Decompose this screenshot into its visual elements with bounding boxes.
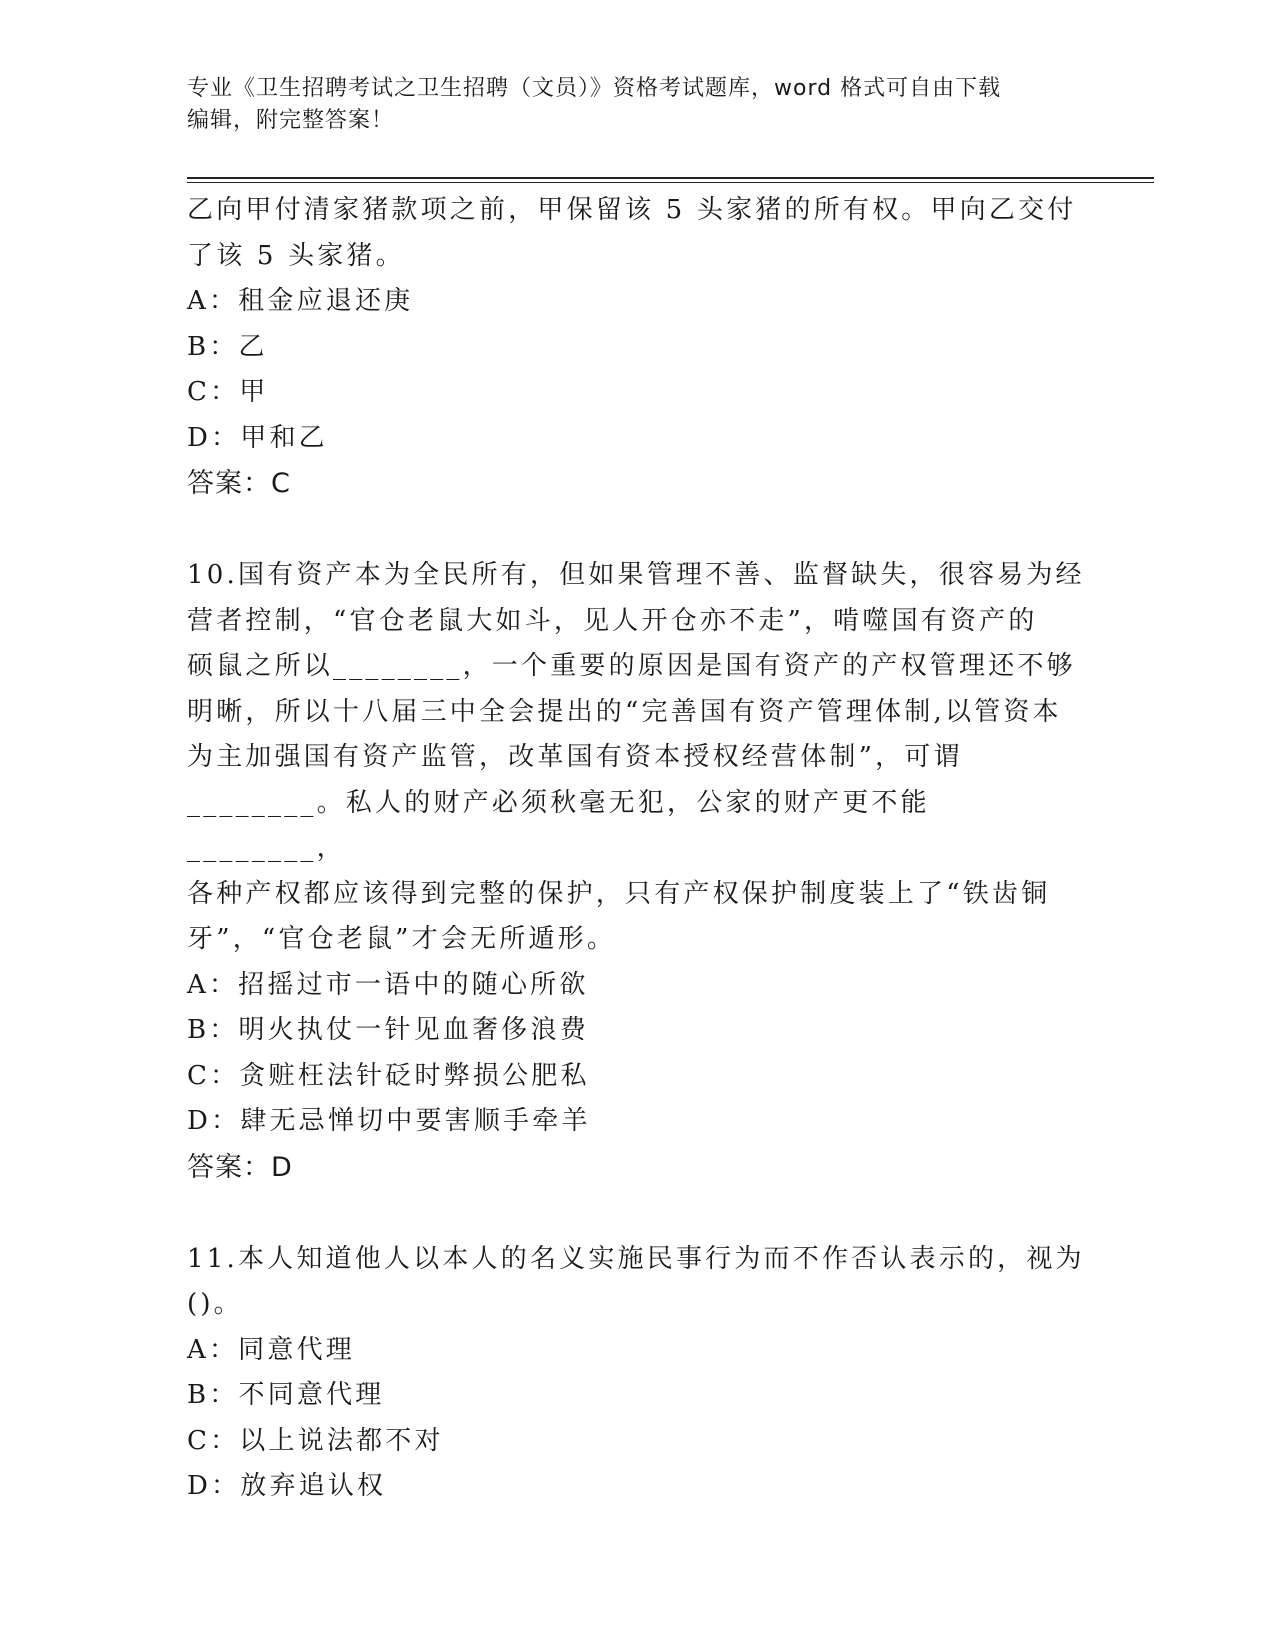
question-10-line: ________。私人的财产必须秋毫无犯，公家的财产更不能________， bbox=[187, 787, 930, 863]
document-body bbox=[187, 188, 1087, 1510]
question-11-option-b: B：不同意代理 bbox=[187, 1380, 385, 1410]
question-10-line: 硕鼠之所以________，一个重要的原因是国有资产的产权管理还不够 bbox=[187, 651, 1076, 681]
header-line-1: 专业《卫生招聘考试之卫生招聘（文员）》资格考试题库，word 格式可自由下载 bbox=[187, 76, 1002, 101]
question-9-option-a: A：租金应退还庚 bbox=[187, 286, 414, 316]
header-divider-thick bbox=[187, 177, 1154, 179]
question-11 bbox=[187, 1237, 1087, 1510]
question-11-option-d: D：放弃追认权 bbox=[187, 1471, 387, 1501]
question-11-line: ()。 bbox=[187, 1289, 243, 1319]
question-9-text-line-1: 乙向甲付清家猪款项之前，甲保留该 5 头家猪的所有权。甲向乙交付 bbox=[187, 195, 1077, 225]
question-10-line: 各种产权都应该得到完整的保护，只有产权保护制度装上了“铁齿铜 bbox=[187, 878, 1051, 909]
header-line-2: 编辑，附完整答案！ bbox=[187, 108, 395, 133]
question-9-option-c: C：甲 bbox=[187, 377, 269, 407]
question-9 bbox=[187, 188, 1087, 506]
question-10-line: 牙”，“官仓老鼠”才会无所遁形。 bbox=[187, 924, 617, 954]
question-11-option-a: A：同意代理 bbox=[187, 1334, 355, 1365]
question-10-option-d: D：肆无忌惮切中要害顺手牵羊 bbox=[187, 1106, 591, 1136]
question-10-line: 明晰，所以十八届三中全会提出的“完善国有资产管理体制,以管资本 bbox=[187, 696, 1062, 727]
question-9-option-b: B：乙 bbox=[187, 331, 268, 362]
question-10-option-b: B：明火执仗一针见血奢侈浪费 bbox=[187, 1015, 589, 1045]
question-10-option-c: C：贪赃枉法针砭时弊损公肥私 bbox=[187, 1060, 590, 1091]
question-10-line: 10.国有资产本为全民所有，但如果管理不善、监督缺失，很容易为经 bbox=[187, 560, 1085, 590]
question-11-option-c: C：以上说法都不对 bbox=[187, 1425, 444, 1456]
question-9-option-d: D：甲和乙 bbox=[187, 422, 328, 453]
question-9-answer: 答案：C bbox=[187, 468, 291, 499]
document-header bbox=[187, 73, 1067, 137]
question-10 bbox=[187, 553, 1087, 1190]
question-10-answer: 答案：D bbox=[187, 1151, 293, 1183]
question-10-line: 营者控制，“官仓老鼠大如斗，见人开仓亦不走”，啃噬国有资产的 bbox=[187, 605, 1038, 636]
question-9-text-line-2: 了该 5 头家猪。 bbox=[187, 240, 405, 271]
question-11-line: 11.本人知道他人以本人的名义实施民事行为而不作否认表示的，视为 bbox=[187, 1243, 1085, 1274]
header-divider-thin bbox=[187, 182, 1154, 183]
question-10-option-a: A：招摇过市一语中的随心所欲 bbox=[187, 969, 589, 1000]
question-10-line: 为主加强国有资产监管，改革国有资本授权经营体制”，可谓 bbox=[187, 742, 963, 772]
